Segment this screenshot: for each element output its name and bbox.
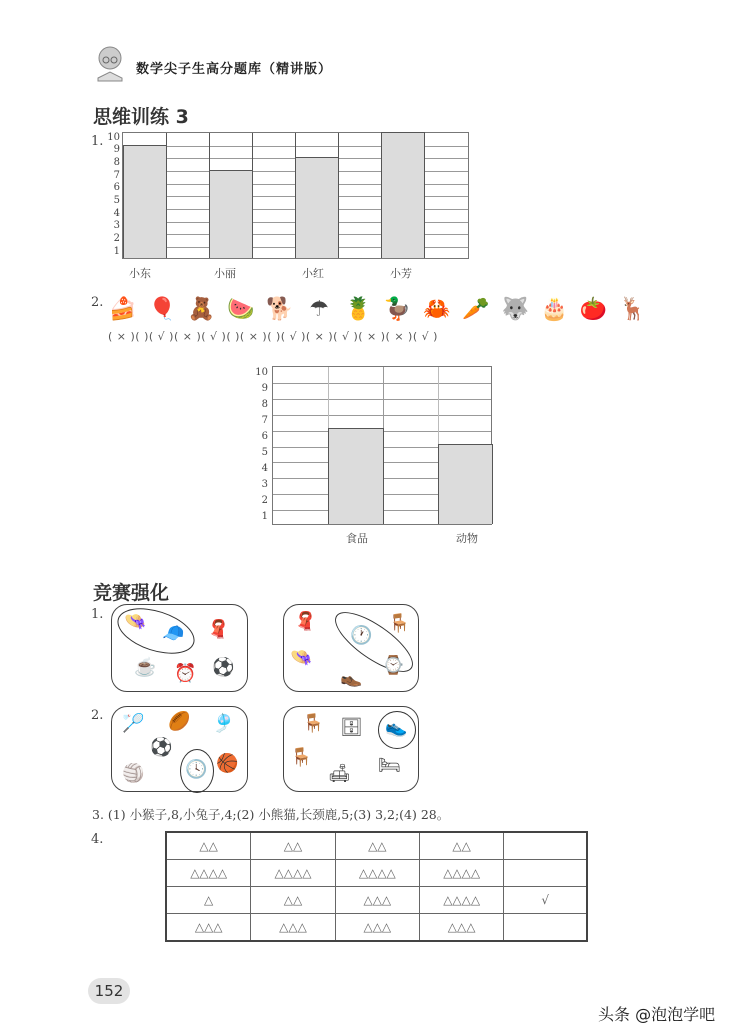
crab-icon: 🦀 [423,297,451,322]
wolf-icon: 🐺 [501,297,529,322]
bar-xiaoli [209,170,253,258]
shoe-icon: 👞 [340,667,363,688]
scarf-icon: 🧣 [207,619,230,640]
table-cell: △△ [335,832,419,860]
ornament-icon: 🎐 [212,713,235,734]
book-title: 数学尖子生高分题库（精讲版） [136,62,333,77]
y-tick: 10 [107,132,120,143]
chart1-y-axis [106,132,120,259]
table-icon: 🛋 [328,763,351,784]
bar-xiaofang [381,132,425,258]
chart2-y-axis [254,366,268,525]
x-label: 小东 [129,267,151,280]
table-cell: △△△ [419,914,503,942]
clock-icon: 🕐 [350,625,373,646]
table-row [166,914,587,942]
mug-icon: ☕ [134,657,157,678]
table-cell: △△△△ [335,860,419,887]
picture-row [108,295,648,325]
bar-food [328,428,384,524]
table-cell [504,832,587,860]
question-number-2: 2. [91,295,104,310]
shoe-icon: 👟 [385,717,408,738]
alarm-clock-icon: ⏰ [174,663,197,684]
duck-icon: 🦆 [383,297,412,322]
table-cell: △△△△ [251,860,335,887]
x-label: 小芳 [390,267,412,280]
bar-chart-2 [272,366,492,525]
section-title-competition: 竞赛强化 [93,582,170,604]
y-tick: 9 [261,383,268,394]
question-number-1: 1. [91,607,104,622]
y-tick: 9 [113,144,120,155]
y-tick: 7 [113,170,120,181]
section-title-thinking-training: 思维训练 3 [93,106,189,128]
bar-animal [438,444,493,524]
watermelon-icon: 🍉 [226,297,255,322]
x-label: 食品 [346,532,368,545]
triangle-table [165,831,588,942]
hot-air-balloon-icon: 🎈 [148,297,176,322]
table-cell: △△ [419,832,503,860]
bar-xiaodong [123,145,167,258]
x-label: 小丽 [214,267,236,280]
rugby-ball-icon: 🏉 [168,711,191,732]
cap-icon: 🧢 [162,623,185,644]
football-icon: ⚽ [150,737,173,758]
wall-clock-icon: 🕓 [185,759,208,780]
y-tick: 4 [261,463,268,474]
stool-icon: 🪑 [302,713,325,734]
cake-icon: 🍰 [109,297,137,322]
table-row [166,832,587,860]
deer-icon: 🦌 [619,297,647,322]
table-cell: △△△ [335,914,419,942]
bar-chart-1 [122,132,469,259]
y-tick: 2 [261,495,268,506]
pineapple-icon: 🍍 [344,297,373,322]
y-tick: 4 [113,208,120,219]
shuttlecock-icon: 🏸 [122,713,145,734]
chair-icon: 🪑 [388,613,411,634]
x-label: 小红 [302,267,324,280]
question-number-4: 4. [91,832,104,847]
y-tick: 1 [261,511,268,522]
table-cell: △△ [251,887,335,914]
panel-q1-right [283,604,419,692]
table-cell: △△ [251,832,335,860]
page-number: 152 [88,978,130,1004]
table-cell [504,914,587,942]
dog-icon: 🐕 [266,297,294,322]
table-cell: △△△△ [166,860,251,887]
umbrella-icon: ☂ [309,297,329,322]
hat-icon: 👒 [124,611,147,632]
y-tick: 5 [261,447,268,458]
ball-icon: ⚽ [212,657,235,678]
question-number-1: 1. [91,134,104,149]
y-tick: 3 [261,479,268,490]
panel-q1-left [111,604,248,692]
panel-q2-left [111,706,248,792]
carrot-icon: 🥕 [462,297,490,322]
table-cell: △△△ [166,914,251,942]
watch-icon: ⌚ [382,655,405,676]
table-cell: △△△△ [419,860,503,887]
chair-icon: 🪑 [290,747,313,768]
table-cell: △△△ [335,887,419,914]
table-cell-checkmark: √ [504,887,587,914]
watermark: 头条 @泡泡学吧 [598,1005,716,1024]
x-label: 动物 [456,532,478,545]
y-tick: 7 [261,415,268,426]
teddy-bear-icon: 🧸 [187,297,216,322]
table-cell: △ [166,887,251,914]
question-number-2: 2. [91,708,104,723]
cabinet-icon: 🗄 [340,717,363,738]
table-cell: △△ [166,832,251,860]
y-tick: 6 [261,431,268,442]
cake-slice-icon: 🎂 [540,297,569,322]
answer-row: ( × )( )( √ )( × )( √ )( )( × )( )( √ )( × )( √ )( × )( × )( √ ) [108,330,438,343]
panel-q2-right [283,706,419,792]
basketball-icon: 🏀 [216,753,239,774]
scarf-icon: 🧣 [294,611,317,632]
y-tick: 5 [113,195,120,206]
table-row [166,860,587,887]
y-tick: 1 [113,246,120,257]
mascot-girl-reading-icon [90,44,130,84]
table-cell: △△△ [251,914,335,942]
bed-icon: 🛏 [378,755,401,776]
y-tick: 3 [113,220,120,231]
y-tick: 8 [113,157,120,168]
y-tick: 10 [255,367,268,378]
y-tick: 6 [113,182,120,193]
tomato-icon: 🍅 [579,297,608,322]
y-tick: 2 [113,233,120,244]
y-tick: 8 [261,399,268,410]
volleyball-icon: 🏐 [122,763,145,784]
hat-icon: 👒 [290,647,313,668]
table-cell [504,860,587,887]
bar-xiaohong [295,157,339,258]
question-3-answer: 3. (1) 小猴子,8,小兔子,4;(2) 小熊猫,长颈鹿,5;(3) 3,2;(4) 28。 [92,807,450,822]
table-cell: △△△△ [419,887,503,914]
table-row [166,887,587,914]
